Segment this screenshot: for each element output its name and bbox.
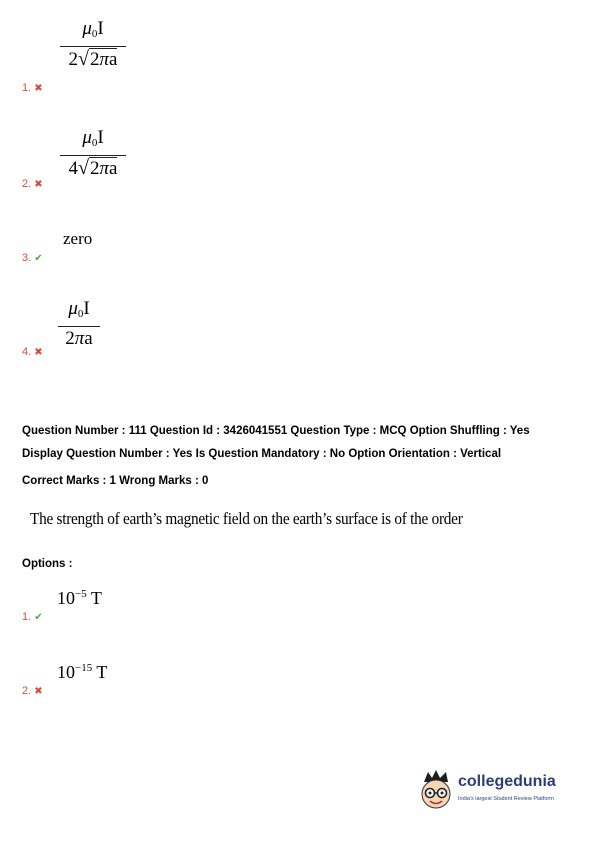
cross-icon: ✖	[34, 347, 43, 358]
mascot-icon	[418, 768, 458, 816]
option-3-label: 3. ✔	[22, 252, 43, 264]
option-4-label: 4. ✖	[22, 346, 43, 358]
logo-name: collegedunia	[458, 773, 556, 790]
question-meta-line-1: Question Number : 111 Question Id : 3426041551 Question Type : MCQ Option Shuffling : Yes	[22, 425, 530, 437]
option-2-formula: $\mu_0I$ 4√2πa	[60, 127, 126, 180]
answer-option-1: $10^{-5}$ T	[57, 588, 102, 608]
cross-icon: ✖	[34, 83, 43, 94]
check-icon: ✔	[34, 612, 43, 623]
option-2-label: 2. ✖	[22, 178, 43, 190]
cross-icon: ✖	[34, 179, 43, 190]
option-1-formula: $\mu_0I$ 2√2πa	[60, 18, 126, 71]
collegedunia-logo	[418, 768, 568, 816]
option-3-text: zero	[63, 229, 93, 248]
question-meta-line-3: Correct Marks : 1 Wrong Marks : 0	[22, 475, 209, 487]
check-icon: ✔	[34, 253, 43, 264]
option-1-label: 1. ✖	[22, 82, 43, 94]
option-4-formula: $\mu_0I$ 2πa	[58, 298, 100, 350]
answer-option-1-label: 1. ✔	[22, 611, 43, 623]
logo-tagline: India's largest Student Review Platform	[458, 796, 554, 802]
question-meta-line-2: Display Question Number : Yes Is Question Mandatory : No Option Orientation : Vertical	[22, 448, 502, 460]
options-label: Options :	[22, 558, 73, 570]
cross-icon: ✖	[34, 686, 43, 697]
question-text: The strength of earth’s magnetic field on the earth’s surface is of the order	[30, 509, 463, 528]
answer-option-2-label: 2. ✖	[22, 685, 43, 697]
answer-option-2: $10^{-15}$ T	[57, 662, 108, 682]
